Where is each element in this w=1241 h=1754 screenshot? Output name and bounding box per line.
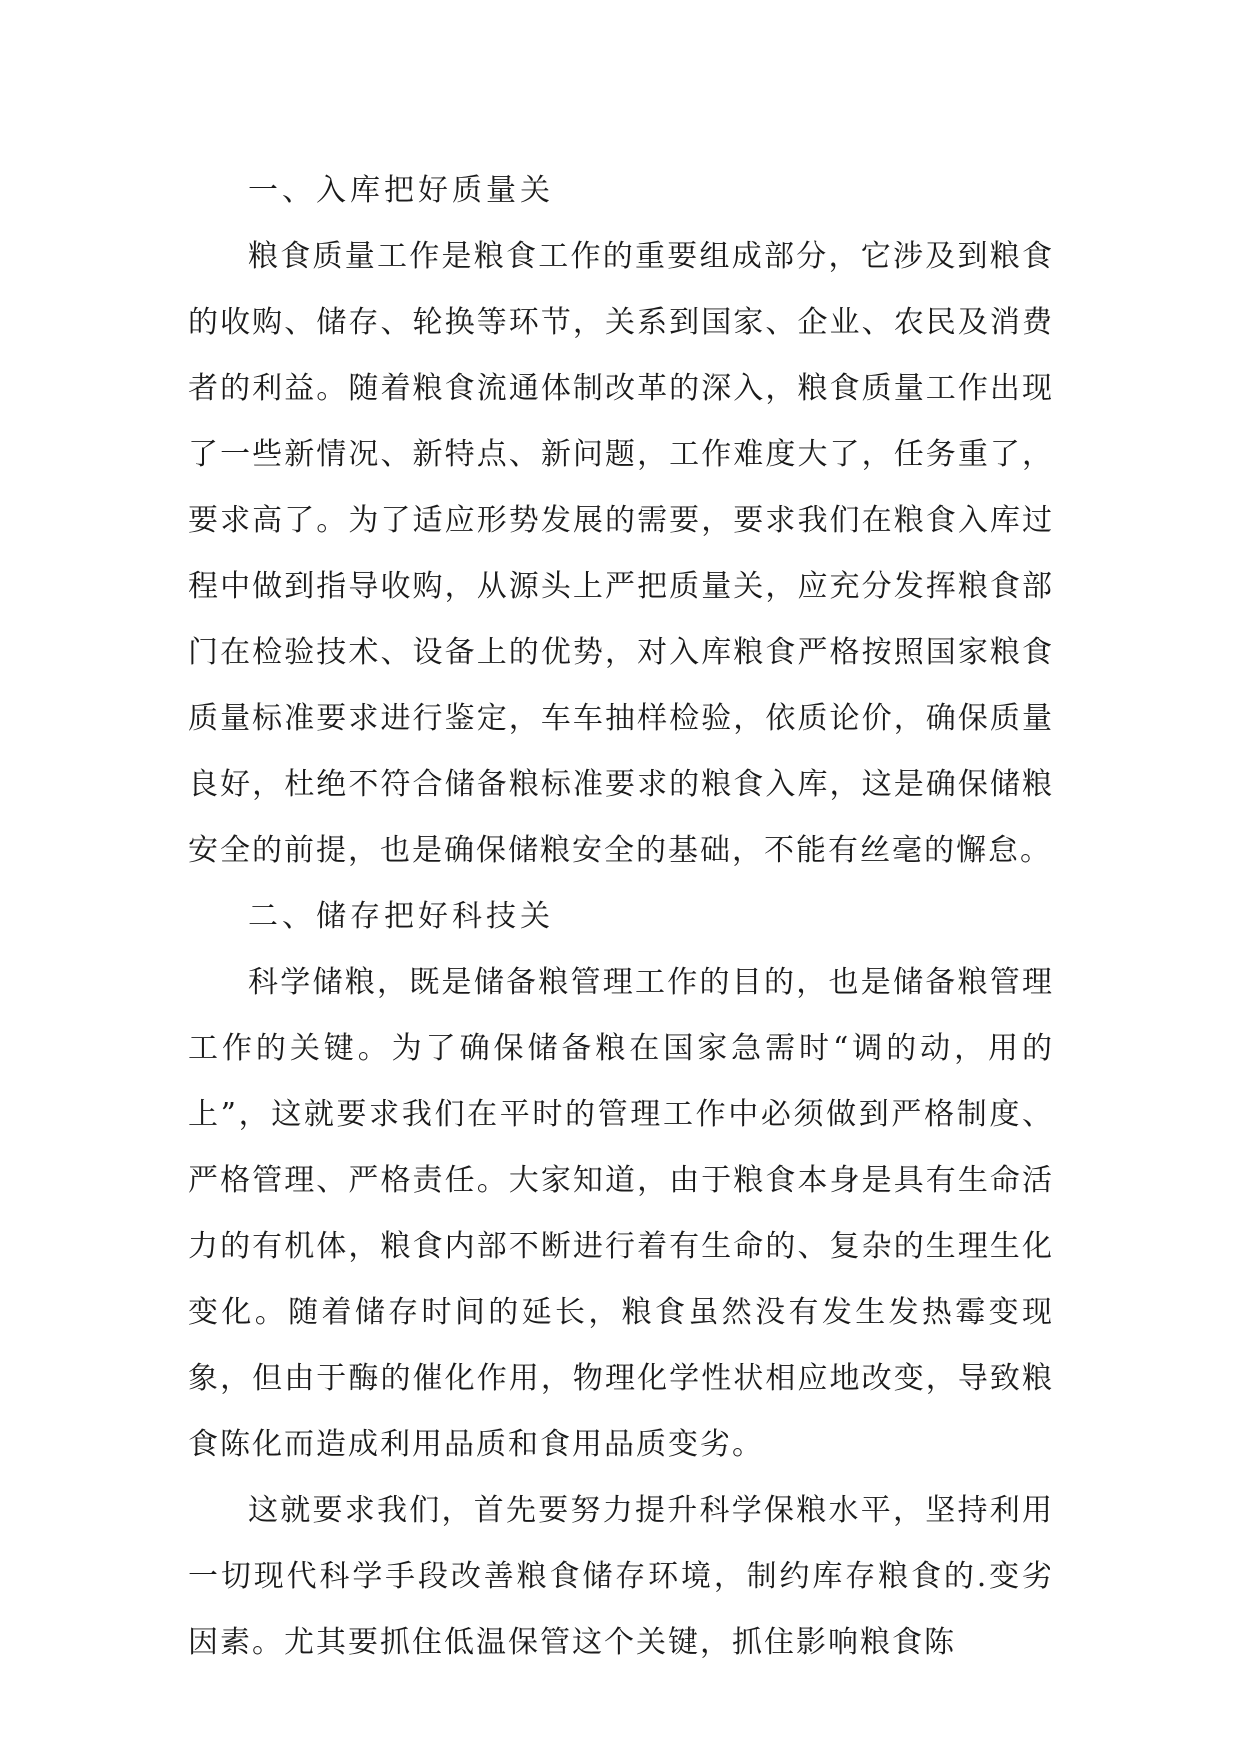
section-heading-2: 二、储存把好科技关 <box>248 899 554 934</box>
document-body <box>188 158 1054 1676</box>
section-heading-1: 一、入库把好质量关 <box>248 173 554 208</box>
paragraph-scientific-storage: 科学储粮，既是储备粮管理工作的目的，也是储备粮管理工作的关键。为了确保储备粮在国家急需时“调的动，用的上”，这就要求我们在平时的管理工作中必须做到严格制度、严格管理、严格责任。大家知道，由于粮食本身是具有生命活力的有机体，粮食内部不断进行着有生命的、复杂的生理生化变化。随着储存时间的延长，粮食虽然没有发生发热霉变现象，但由于酶的催化作用，物理化学性状相应地改变，导致粮食陈化而造成利用品质和食用品质变劣。 <box>188 965 1054 1462</box>
paragraph-quality-control: 粮食质量工作是粮食工作的重要组成部分，它涉及到粮食的收购、储存、轮换等环节，关系到国家、企业、农民及消费者的利益。随着粮食流通体制改革的深入，粮食质量工作出现了一些新情况、新特点、新问题，工作难度大了，任务重了，要求高了。为了适应形势发展的需要，要求我们在粮食入库过程中做到指导收购，从源头上严把质量关，应充分发挥粮食部门在检验技术、设备上的优势，对入库粮食严格按照国家粮食质量标准要求进行鉴定，车车抽样检验，依质论价，确保质量良好，杜绝不符合储备粮标准要求的粮食入库，这是确保储粮安全的前提，也是确保储粮安全的基础，不能有丝毫的懈怠。 <box>188 239 1054 868</box>
paragraph-storage-requirements: 这就要求我们，首先要努力提升科学保粮水平，坚持利用一切现代科学手段改善粮食储存环境，制约库存粮食的.变劣因素。尤其要抓住低温保管这个关键，抓住影响粮食陈 <box>188 1493 1054 1660</box>
